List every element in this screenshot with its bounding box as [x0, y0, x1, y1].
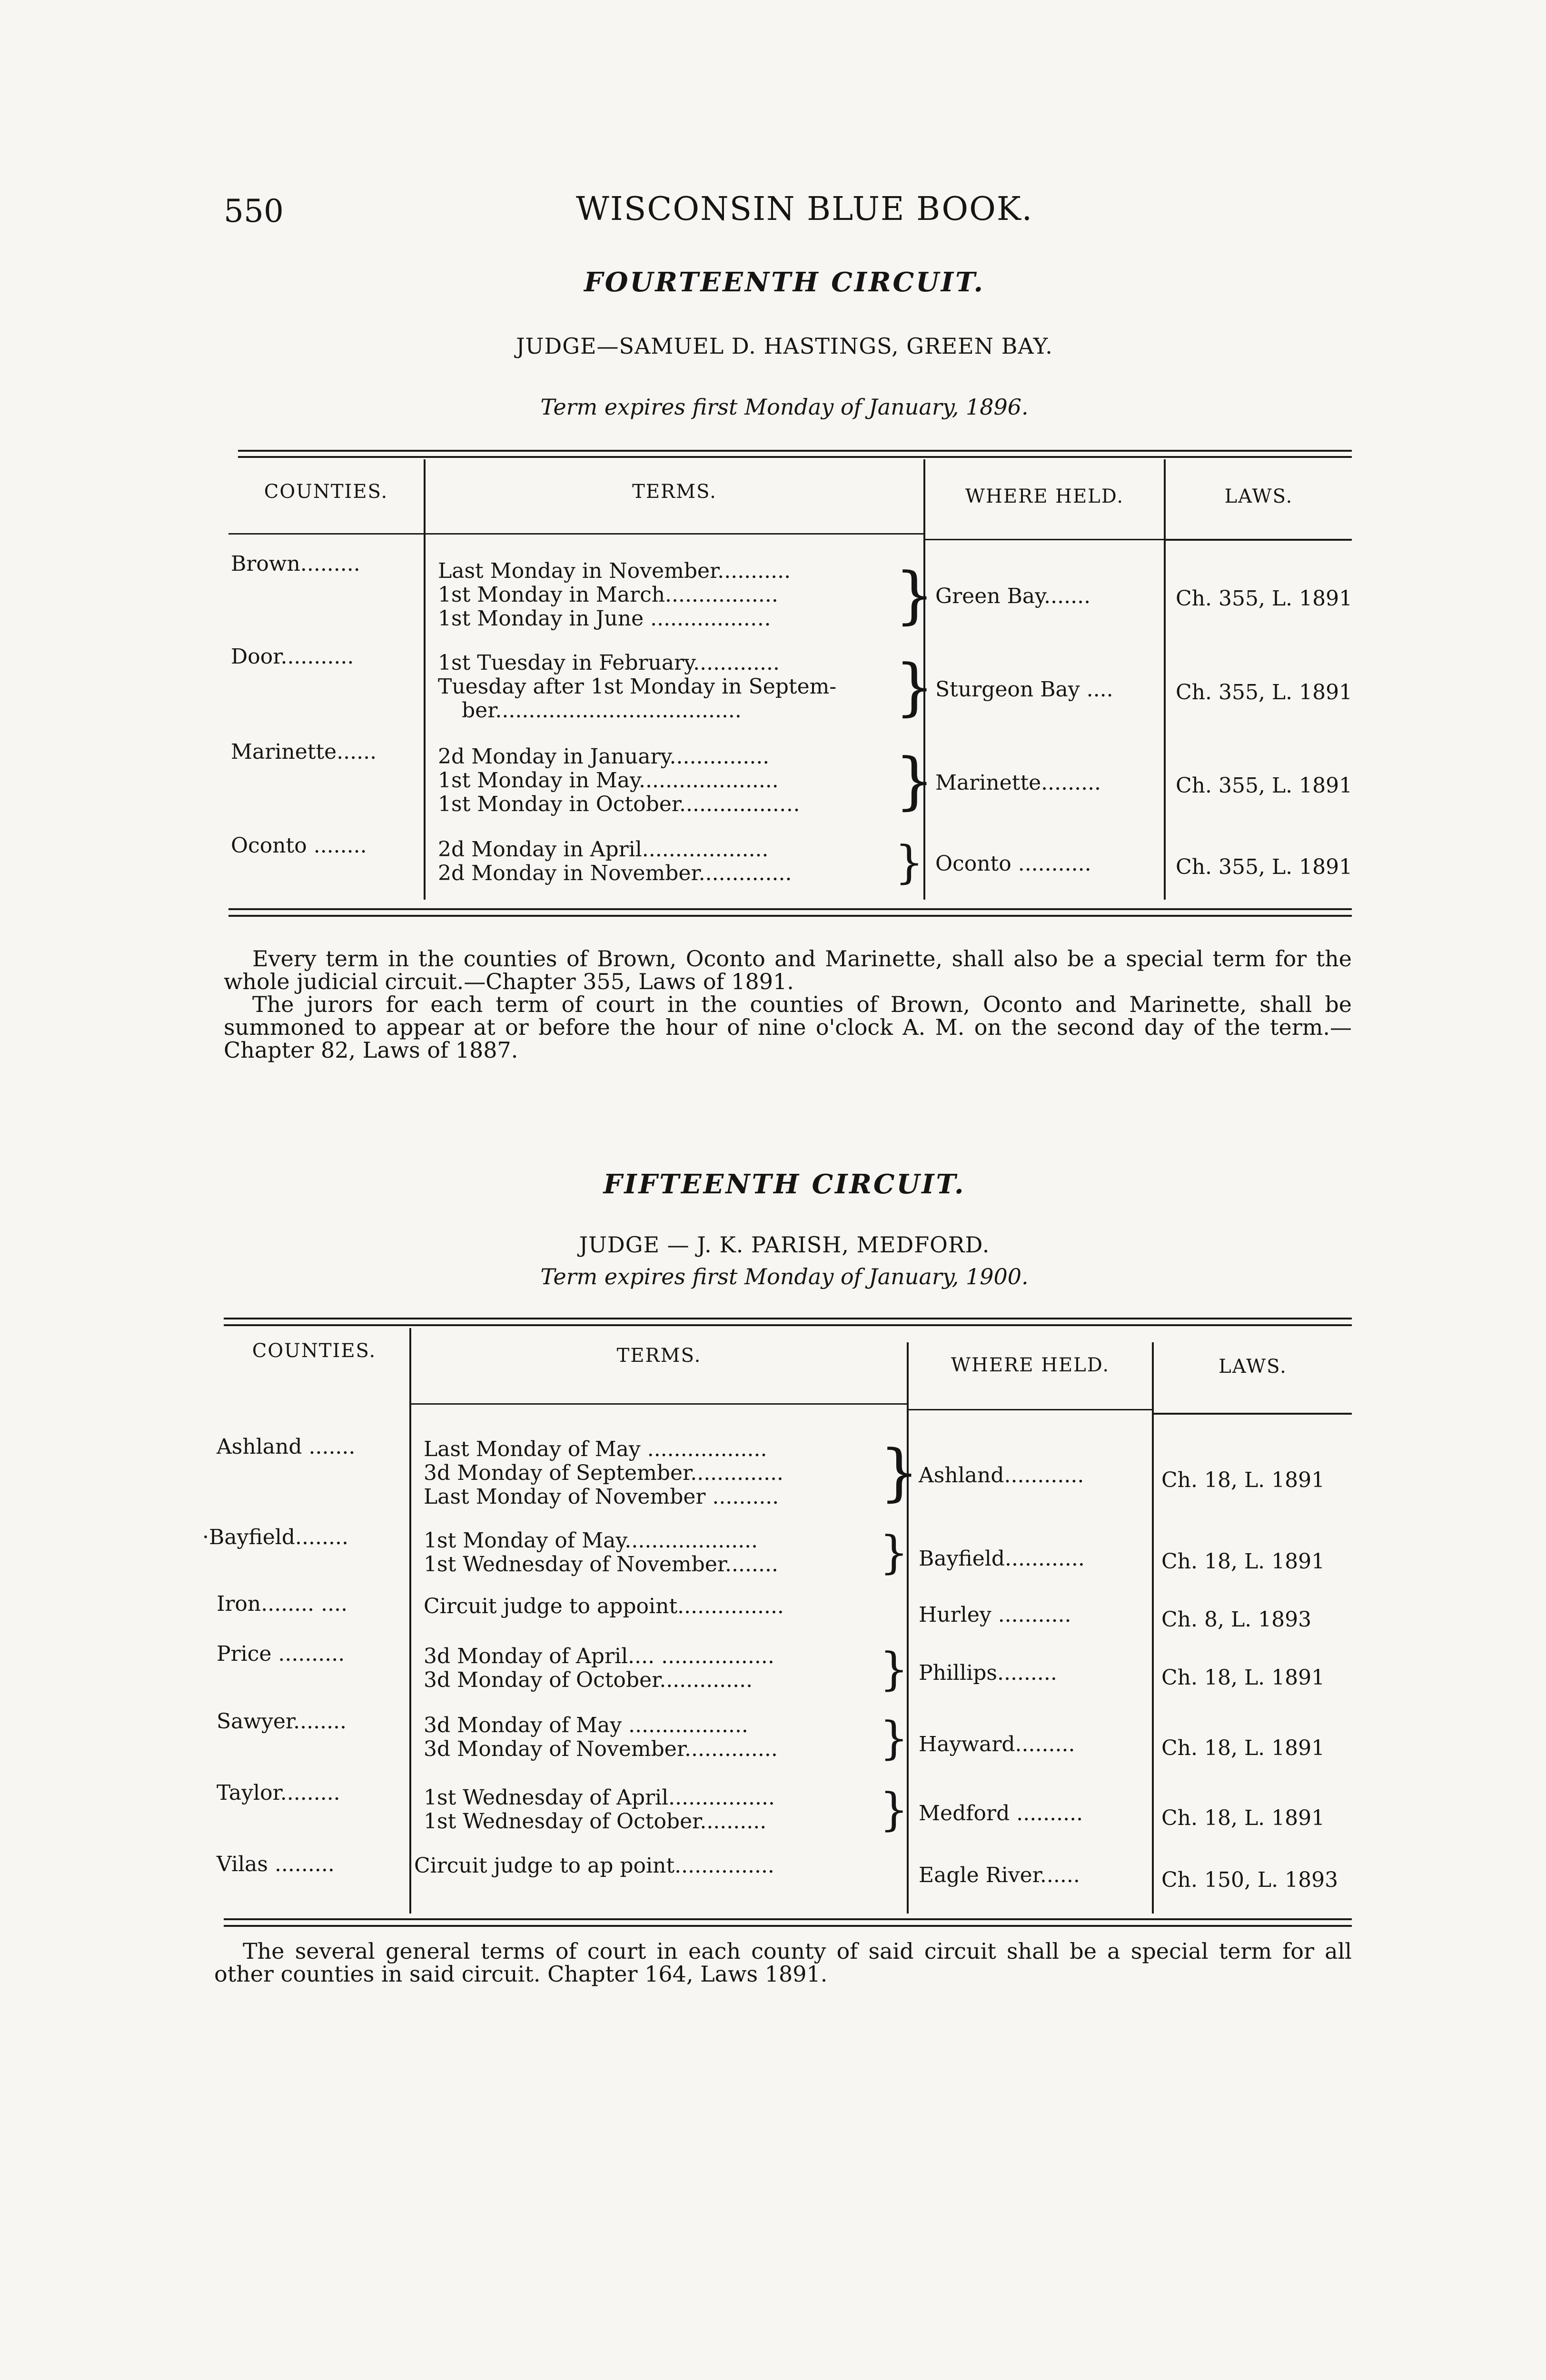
fourteenth-term-expires: Term expires first Monday of January, 1896. [540, 394, 1029, 420]
where-held-cell: Marinette......... [935, 771, 1101, 795]
laws-cell: Ch. 8, L. 1893 [1161, 1607, 1312, 1632]
header-underline [1154, 1413, 1352, 1415]
county-cell: Marinette...... [231, 740, 377, 764]
table-top-rule [224, 1324, 1352, 1326]
term-line: 1st Monday in May..................... [438, 768, 779, 793]
fifteenth-term-expires: Term expires first Monday of January, 1900. [540, 1264, 1029, 1289]
where-held-cell: Medford .......... [919, 1801, 1083, 1825]
fourteenth-notes [224, 947, 1352, 1061]
fourteenth-circuit-title: FOURTEENTH CIRCUIT. [584, 267, 985, 298]
column-divider [1152, 1342, 1154, 1914]
term-line: 3d Monday of April.... ................. [424, 1644, 774, 1668]
term-line: Tuesday after 1st Monday in Septem- [438, 674, 837, 699]
note-paragraph: The several general terms of court in each county of said circuit shall be a special term for all other counties in said circuit. Chapter 164, Laws 1891. [214, 1938, 1352, 1987]
col-header-where-held: WHERE HELD. [965, 486, 1124, 507]
term-line: 1st Monday in October...............… [438, 792, 800, 816]
terms-cell [424, 1645, 774, 1692]
terms-cell [414, 1854, 774, 1878]
term-line: 1st Wednesday of April................ [424, 1785, 775, 1810]
where-held-cell: Eagle River...... [919, 1863, 1080, 1887]
brace-icon: } [895, 651, 934, 723]
fourteenth-judge: JUDGE—SAMUEL D. HASTINGS, GREEN BAY. [516, 333, 1053, 359]
laws-cell: Ch. 18, L. 1891 [1161, 1468, 1325, 1492]
term-line: 1st Wednesday of November........ [424, 1552, 778, 1577]
brace-icon: } [880, 1643, 909, 1696]
laws-cell: Ch. 355, L. 1891 [1176, 855, 1353, 879]
county-cell: Iron........ .... [217, 1592, 348, 1616]
col-header-laws: LAWS. [1224, 486, 1293, 507]
term-line: 1st Monday in June ...............… [438, 606, 771, 631]
col-header-laws: LAWS. [1219, 1356, 1287, 1378]
term-line: Last Monday of May .................. [424, 1437, 767, 1461]
brace-icon: } [895, 836, 924, 889]
table-bottom-rule [224, 1918, 1352, 1920]
column-divider [409, 1328, 411, 1914]
county-cell: Price .......... [217, 1642, 345, 1666]
term-line: 2d Monday in November.............. [438, 861, 792, 885]
note-paragraph: The jurors for each term of court in the counties of Brown, Oconto and Marinette, shall be summoned to appear at or before the hour of nine o'clock A. M. on the second day of the term.—Chapter 82, Laws of 1887. [224, 992, 1352, 1063]
laws-cell: Ch. 18, L. 1891 [1161, 1806, 1325, 1830]
fifteenth-judge: JUDGE — J. K. PARISH, MEDFORD. [579, 1232, 990, 1258]
header-underline [228, 533, 424, 535]
table-top-rule [238, 456, 1352, 458]
brace-icon: } [880, 1784, 909, 1836]
table-top-rule [224, 1318, 1352, 1319]
term-line: 1st Monday in March................. [438, 583, 778, 607]
term-line: ber..................................... [462, 698, 742, 723]
where-held-cell: Hayward......... [919, 1732, 1075, 1756]
note-paragraph: Every term in the counties of Brown, Oconto and Marinette, shall also be a special term for the whole judicial circuit.—Chapter 355, Laws of 1891. [224, 946, 1352, 994]
header-underline [411, 1403, 907, 1405]
county-cell: Oconto ........ [231, 833, 367, 858]
header-underline [1166, 539, 1352, 541]
terms-cell [424, 1438, 783, 1509]
county-cell: Sawyer........ [217, 1709, 347, 1734]
col-header-terms: TERMS. [616, 1345, 702, 1367]
county-cell: Taylor......... [217, 1781, 340, 1805]
county-cell: ·Bayfield........ [202, 1525, 348, 1549]
laws-cell: Ch. 150, L. 1893 [1161, 1868, 1338, 1892]
column-divider [424, 459, 426, 900]
laws-cell: Ch. 355, L. 1891 [1176, 586, 1353, 611]
fifteenth-notes [214, 1940, 1352, 1985]
laws-cell: Ch. 355, L. 1891 [1176, 680, 1353, 704]
where-held-cell: Bayfield............ [919, 1547, 1085, 1571]
term-line: 2d Monday in April................... [438, 837, 769, 862]
county-cell: Vilas ......... [217, 1852, 335, 1876]
brace-icon: } [880, 1527, 909, 1579]
running-title: WISCONSIN BLUE BOOK. [576, 190, 1033, 228]
term-line: Circuit judge to appoint................ [424, 1594, 784, 1618]
county-cell: Ashland ....... [217, 1435, 356, 1459]
terms-cell [438, 559, 791, 631]
column-divider [1164, 459, 1166, 900]
table-bottom-rule [224, 1925, 1352, 1927]
county-cell: Door........... [231, 645, 354, 669]
term-line: Last Monday in November........... [438, 559, 791, 583]
where-held-cell: Sturgeon Bay .... [935, 677, 1113, 702]
where-held-cell: Phillips......... [919, 1661, 1057, 1685]
term-line: Circuit judge to ap point............... [414, 1854, 774, 1878]
laws-cell: Ch. 18, L. 1891 [1161, 1549, 1325, 1574]
table-top-rule [238, 450, 1352, 452]
header-underline [925, 539, 1164, 540]
brace-icon: } [895, 744, 934, 817]
col-header-counties: COUNTIES. [264, 481, 388, 503]
terms-cell [424, 1595, 784, 1618]
terms-cell [438, 745, 800, 816]
laws-cell: Ch. 355, L. 1891 [1176, 774, 1353, 798]
term-line: 1st Monday of May.................... [424, 1528, 758, 1553]
where-held-cell: Oconto ........... [935, 852, 1091, 876]
page-number: 550 [224, 193, 284, 229]
table-bottom-rule [228, 915, 1352, 917]
term-line: 3d Monday of November.............. [424, 1737, 778, 1761]
laws-cell: Ch. 18, L. 1891 [1161, 1666, 1325, 1690]
where-held-cell: Ashland............ [919, 1463, 1084, 1488]
table-bottom-rule [228, 908, 1352, 910]
laws-cell: Ch. 18, L. 1891 [1161, 1736, 1325, 1760]
county-cell: Brown......... [231, 552, 360, 576]
term-line: 1st Tuesday in February............. [438, 651, 780, 675]
term-line: 3d Monday of May .................. [424, 1713, 748, 1737]
where-held-cell: Green Bay....... [935, 584, 1091, 608]
term-line: 3d Monday of October.............. [424, 1668, 753, 1692]
col-header-terms: TERMS. [632, 481, 717, 503]
terms-cell [438, 838, 792, 885]
brace-icon: } [880, 1436, 919, 1508]
term-line: 2d Monday in January............... [438, 744, 770, 769]
term-line: Last Monday of November .......... [424, 1485, 779, 1509]
fifteenth-circuit-title: FIFTEENTH CIRCUIT. [603, 1169, 966, 1200]
terms-cell [438, 651, 836, 723]
terms-cell [424, 1786, 775, 1834]
col-header-counties: COUNTIES. [252, 1340, 377, 1362]
header-underline [426, 533, 923, 535]
term-line: 1st Wednesday of October.......... [424, 1809, 767, 1834]
terms-cell [424, 1714, 778, 1761]
col-header-where-held: WHERE HELD. [951, 1354, 1110, 1376]
where-held-cell: Hurley ........... [919, 1603, 1071, 1627]
terms-cell [424, 1529, 778, 1577]
brace-icon: } [895, 559, 934, 631]
term-line: 3d Monday of September.............. [424, 1461, 784, 1485]
brace-icon: } [880, 1712, 909, 1765]
header-underline [909, 1409, 1152, 1410]
